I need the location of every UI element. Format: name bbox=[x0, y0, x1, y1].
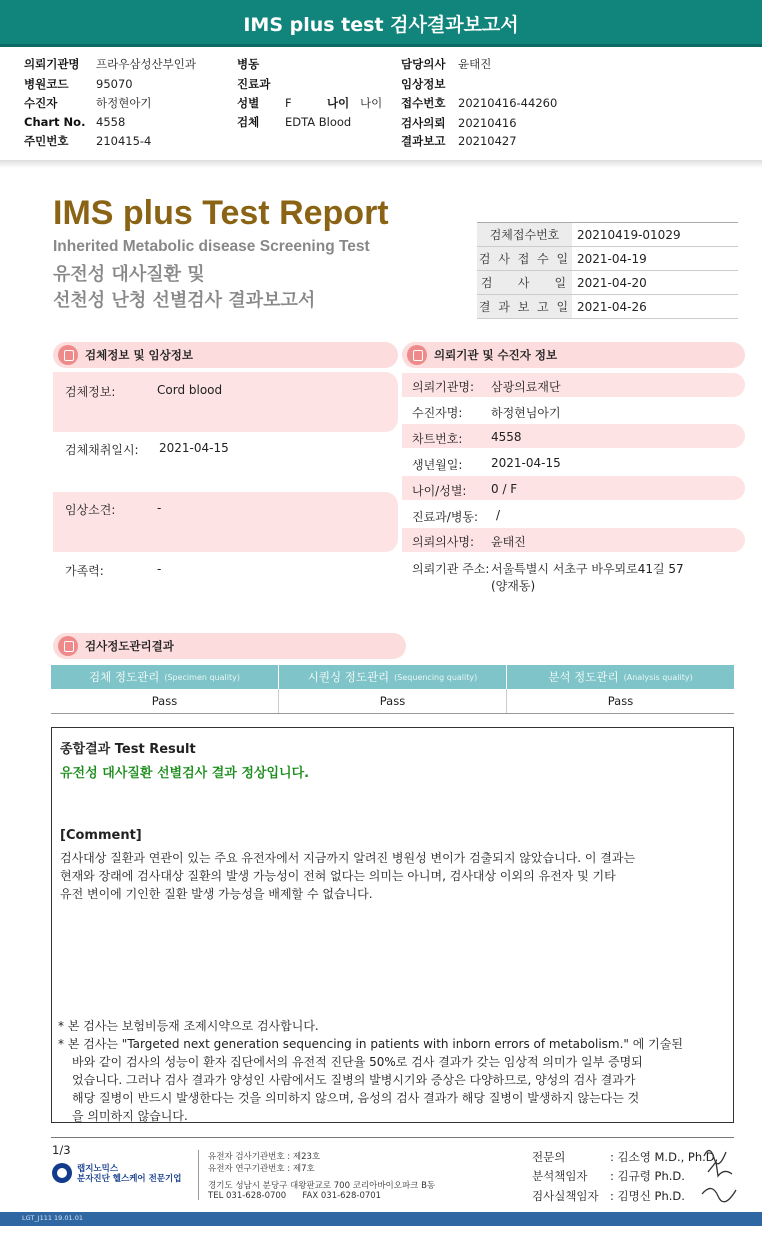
field-label: 검체정보: bbox=[65, 385, 116, 399]
result-title: 종합결과 Test Result bbox=[60, 742, 196, 757]
field-label: 차트번호: bbox=[412, 432, 463, 446]
header-row: 주민번호 210415-4 bbox=[24, 134, 152, 148]
date-row: 검체접수번호 20210419-01029 bbox=[477, 223, 738, 247]
field-value: 4558 bbox=[491, 430, 522, 444]
bottom-bar bbox=[0, 1212, 762, 1226]
comment-body: 검사대상 질환과 연관이 있는 주요 유전자에서 지금까지 알려진 병원성 변이가 검출되지 않았습니다. 이 결과는 현재와 장래에 검사대상 질환의 발생 가능성이 전혀 없다는 의미는 아니며, 검사대상 이외의 유전자 및 기타 유전 변이에 기인한 질환 발생 가능성을 배제할 수 없습니다. bbox=[60, 851, 636, 901]
date-table bbox=[477, 222, 738, 319]
header-row: Chart No. 4558 bbox=[24, 115, 126, 129]
qc-header-row bbox=[51, 665, 734, 689]
qc-value: Pass bbox=[607, 694, 634, 708]
field-value: (양재동) bbox=[491, 579, 536, 593]
footer-divider bbox=[51, 1137, 734, 1138]
header-row: 담당의사 윤태진 bbox=[401, 57, 492, 71]
company-address: 경기도 성남시 분당구 대왕판교로 700 코리아바이오파크 B동 bbox=[208, 1181, 436, 1191]
license-line: 유전자 연구기관번호 : 제7호 bbox=[208, 1164, 315, 1174]
header-row: 결과보고 20210427 bbox=[401, 134, 517, 148]
specimen-section-header: 검체정보 및 임상정보 bbox=[53, 342, 398, 368]
license-line: 유전자 검사기관번호 : 제23호 bbox=[208, 1152, 321, 1162]
report-subtitle-kr: 선천성 난청 선별검사 결과보고서 bbox=[53, 290, 316, 311]
qc-value: Pass bbox=[51, 689, 279, 713]
field-value: 윤태진 bbox=[491, 535, 526, 549]
signer-name: : 김명신 Ph.D. bbox=[610, 1189, 685, 1203]
header-age: 나이 나이 bbox=[327, 96, 383, 110]
note-performance: * 본 검사는 "Targeted next generation sequencing in patients with inborn errors of metabolism." 에 기술된 바와 같이 검사의 성능이 환자 집단에서의 유전적 진단율 50%로 검사 결과가 갖는 임상적 의미가 일부 증명되 었습니다. 그러나 검사 결과가 양성인 사람에서도 질병의 발병시기와 증상은 다양하므로, 양성의 검사 결과가 해당 질병이 반드시 발생한다는 것을 의미하지 않으며, 음성의 검사 결과가 해당 질병이 발생하지 않는다는 것 을 의미하지 않습니다. bbox=[58, 1037, 683, 1123]
qc-value-row bbox=[51, 689, 734, 714]
lock-icon bbox=[58, 345, 78, 365]
header-row: 접수번호 20210416-44260 bbox=[401, 96, 558, 110]
field-label: 의뢰의사명: bbox=[412, 535, 475, 549]
header-separator bbox=[0, 160, 762, 168]
header-row: 수진자 하정현아기 bbox=[24, 96, 152, 110]
field-value: Cord blood bbox=[157, 383, 223, 397]
date-row: 검 사 일 2021-04-20 bbox=[477, 271, 738, 295]
institution-section-header: 의뢰기관 및 수진자 정보 bbox=[402, 342, 745, 368]
footer-vertical-divider bbox=[198, 1150, 199, 1200]
date-row: 검 사 접 수 일 2021-04-19 bbox=[477, 247, 738, 271]
result-summary: 유전성 대사질환 선별검사 결과 정상입니다. bbox=[60, 766, 310, 781]
row-band bbox=[53, 372, 398, 432]
field-label: 수진자명: bbox=[412, 406, 463, 420]
qc-section-header: 검사정도관리결과 bbox=[53, 633, 406, 659]
field-label: 의뢰기관 주소: bbox=[412, 562, 490, 576]
document-code: LGT_J111 19.01.01 bbox=[22, 1214, 83, 1222]
field-value: - bbox=[157, 562, 162, 576]
header-row: 병동 bbox=[237, 57, 260, 71]
field-value: 2021-04-15 bbox=[159, 441, 229, 455]
report-title: IMS plus Test Report bbox=[53, 194, 389, 232]
field-label: 가족력: bbox=[65, 564, 104, 578]
field-label: 생년월일: bbox=[412, 458, 463, 472]
lock-icon bbox=[407, 345, 427, 365]
note-insurance: * 본 검사는 보험비등재 조제시약으로 검사합니다. bbox=[58, 1019, 319, 1033]
field-label: 임상소견: bbox=[65, 503, 116, 517]
header-row: 의뢰기관명 프라우삼성산부인과 bbox=[24, 57, 196, 71]
logo-icon bbox=[52, 1163, 72, 1183]
field-value: 2021-04-15 bbox=[491, 456, 561, 470]
signature-icon bbox=[700, 1142, 740, 1204]
comment-title: [Comment] bbox=[60, 828, 142, 843]
field-value: / bbox=[496, 508, 501, 522]
company-logo: 랩지노믹스 분자진단 헬스케어 전문기업 bbox=[52, 1162, 182, 1184]
signer-name: : 김규령 Ph.D. bbox=[610, 1169, 685, 1183]
field-label: 진료과/병동: bbox=[412, 510, 479, 524]
clipboard-icon bbox=[58, 636, 78, 656]
qc-header-cell: 시퀀싱 정도관리 (Sequencing quality) bbox=[279, 665, 507, 689]
field-value: 삼광의료재단 bbox=[491, 380, 561, 394]
top-banner bbox=[0, 0, 762, 47]
header-row: 임상정보 bbox=[401, 77, 446, 91]
date-row: 결 과 보 고 일 2021-04-26 bbox=[477, 295, 738, 319]
header-row: 병원코드 95070 bbox=[24, 77, 133, 91]
field-value: - bbox=[157, 501, 162, 515]
header-row: 진료과 bbox=[237, 77, 271, 91]
header-row: 성별 F bbox=[237, 96, 292, 110]
field-label: 나이/성별: bbox=[412, 484, 467, 498]
signer-role: 분석책임자 bbox=[532, 1169, 588, 1183]
company-contact: TEL 031-628-0700 FAX 031-628-0701 bbox=[208, 1191, 382, 1201]
result-box bbox=[51, 727, 734, 1123]
qc-value: Pass bbox=[279, 689, 507, 713]
field-value: 하정현님아기 bbox=[491, 406, 561, 420]
header-row: 검사의뢰 20210416 bbox=[401, 116, 517, 130]
header-row: 검체 EDTA Blood bbox=[237, 115, 352, 129]
page-number: 1/3 bbox=[52, 1143, 71, 1157]
report-subtitle-en: Inherited Metabolic disease Screening Test bbox=[53, 238, 370, 255]
field-label: 검체채취일시: bbox=[65, 443, 139, 457]
banner-title: IMS plus test 검사결과보고서 bbox=[243, 14, 519, 36]
report-subtitle-kr: 유전성 대사질환 및 bbox=[53, 264, 205, 285]
signer-name: : 김소영 M.D., Ph.D. bbox=[610, 1150, 719, 1164]
qc-header-cell: 분석 정도관리 (Analysis quality) bbox=[548, 670, 693, 684]
field-value: 0 / F bbox=[491, 482, 518, 496]
qc-header-cell: 검체 정도관리 (Specimen quality) bbox=[51, 665, 279, 689]
field-value: 서울특별시 서초구 바우뫼로41길 57 bbox=[491, 562, 684, 576]
qc-table bbox=[51, 665, 734, 714]
field-label: 의뢰기관명: bbox=[412, 380, 475, 394]
signer-role: 전문의 bbox=[532, 1150, 566, 1164]
signer-role: 검사실책임자 bbox=[532, 1189, 599, 1203]
